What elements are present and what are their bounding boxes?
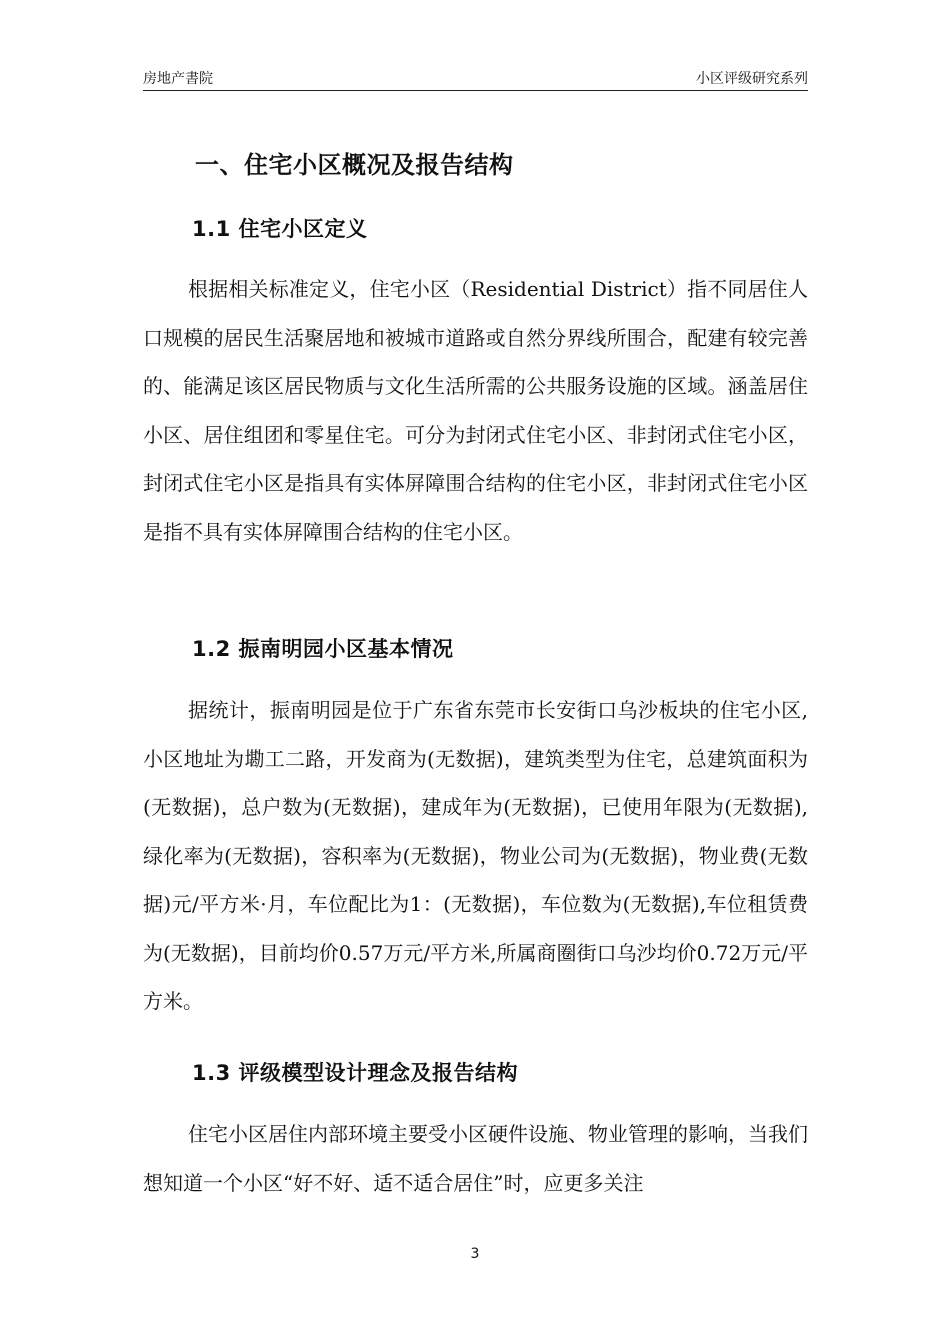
paragraph-basic-info: 据统计，振南明园是位于广东省东莞市长安街口乌沙板块的住宅小区,小区地址为墈工二路，开发商为(无数据)，建筑类型为住宅，总建筑面积为(无数据)，总户数为(无数据)，建成年为(无数据)，已使用年限为(无数据),绿化率为(无数据)，容积率为(无数据)，物业公司为(无数据)，物业费(无数据)元/平方米·月，车位配比为1：(无数据)，车位数为(无数据),车位租赁费为(无数据)，目前均价0.57万元/平方米,所属商圈街口乌沙均价0.72万元/平方米。	[143, 698, 808, 1013]
section-heading-1-2: 1.2 振南明园小区基本情况	[192, 637, 454, 661]
page-header	[143, 64, 808, 91]
section-heading-1: 一、住宅小区概况及报告结构	[195, 151, 514, 179]
header-publisher: 房地产書院	[143, 71, 213, 87]
section-heading-1-3: 1.3 评级模型设计理念及报告结构	[192, 1061, 519, 1085]
paragraph-definition: 根据相关标准定义，住宅小区（Residential District）指不同居住人口规模的居民生活聚居地和被城市道路或自然分界线所围合，配建有较完善的、能满足该区居民物质与文化生活所需的公共服务设施的区域。涵盖居住小区、居住组团和零星住宅。可分为封闭式住宅小区、非封闭式住宅小区，封闭式住宅小区是指具有实体屏障围合结构的住宅小区，非封闭式住宅小区是指不具有实体屏障围合结构的住宅小区。	[143, 277, 808, 544]
header-series-title: 小区评级研究系列	[696, 71, 808, 87]
paragraph-model-design: 住宅小区居住内部环境主要受小区硬件设施、物业管理的影响，当我们想知道一个小区“好不好、适不适合居住”时，应更多关注	[143, 1122, 808, 1195]
section-heading-1-1: 1.1 住宅小区定义	[192, 217, 368, 241]
page-number: 3	[470, 1246, 480, 1262]
